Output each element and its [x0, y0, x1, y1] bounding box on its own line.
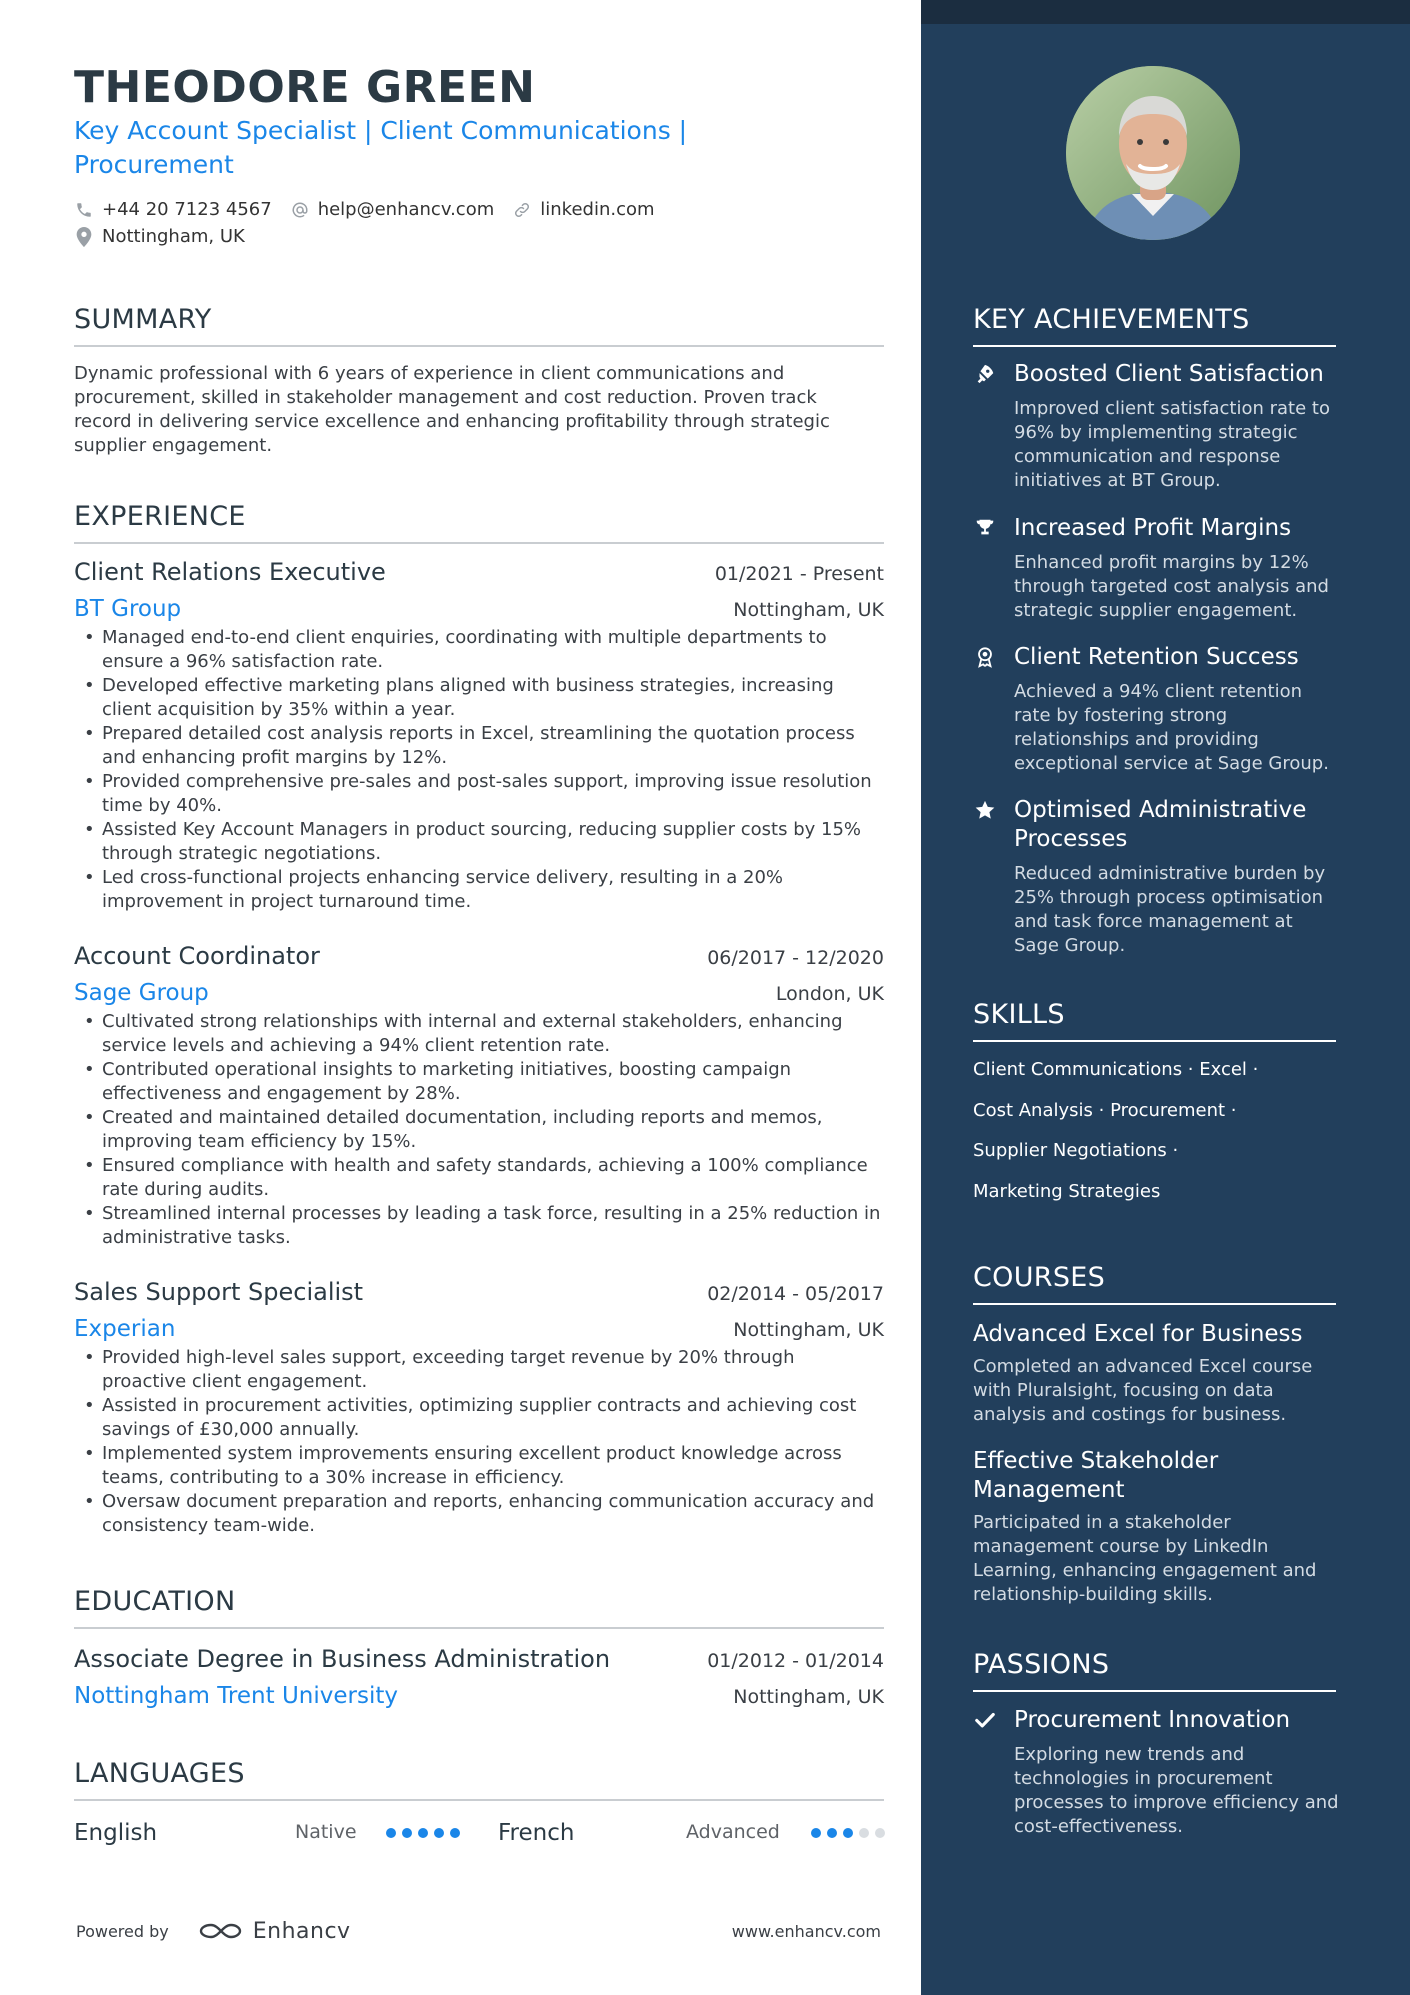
experience-item [74, 1278, 884, 1538]
headline [74, 114, 774, 182]
job-date: 02/2014 - 05/2017 [707, 1283, 884, 1305]
contact-location [74, 226, 245, 247]
achievement-title [1014, 796, 1343, 854]
achievement-desc: Improved client satisfaction rate to 96% by implementing strategic communication and response initiatives at BT Group. [1014, 398, 1330, 491]
language-item [498, 1816, 574, 1850]
bullet-item: • Streamlined internal processes by leading a task force, resulting in a 25% reduction in administrative tasks. [74, 1202, 884, 1250]
job-title: Sales Support Specialist [74, 1278, 364, 1306]
headline-line: Key Account Specialist | Client Communications | [74, 116, 688, 145]
email-text: help@enhancv.com [317, 199, 495, 220]
job-date: 06/2017 - 12/2020 [707, 947, 884, 969]
achievement-title: Boosted Client Satisfaction [1014, 361, 1324, 387]
location-pin-icon [74, 227, 94, 247]
rating-dot-filled [434, 1828, 444, 1838]
job-date: 01/2021 - Present [714, 563, 884, 585]
phone-icon [74, 200, 94, 220]
star-icon [973, 798, 997, 822]
bullet-item: • Implemented system improvements ensuring excellent product knowledge across teams, contributing to a 30% increase in efficiency. [74, 1442, 884, 1490]
at-icon [290, 200, 310, 220]
avatar [1066, 66, 1240, 240]
phone-text: +44 20 7123 4567 [102, 199, 272, 220]
skill-item: Client Communications · Excel · [973, 1059, 1259, 1080]
achievement-desc: Achieved a 94% client retention rate by fostering strong relationships and providing exceptional service at Sage Group. [1014, 681, 1329, 774]
rating-dot-filled [827, 1828, 837, 1838]
language-level: Native [295, 1821, 357, 1843]
course-desc: Participated in a stakeholder management course by LinkedIn Learning, enhancing engagement and relationship-building skills. [973, 1512, 1317, 1605]
job-title: Account Coordinator [74, 942, 320, 970]
link-icon [512, 200, 532, 220]
sidebar-top-band [921, 0, 1410, 24]
rating-dot-filled [418, 1828, 428, 1838]
achievement-title: Client Retention Success [1014, 644, 1299, 670]
enhancv-logo[interactable] [197, 1919, 351, 1944]
rating-dot-filled [450, 1828, 460, 1838]
degree-title: Associate Degree in Business Administration [74, 1645, 611, 1673]
bullet-item: • Provided high-level sales support, exceeding target revenue by 20% through proactive client engagement. [74, 1346, 884, 1394]
contact-info [74, 196, 874, 250]
job-location: London, UK [775, 983, 884, 1005]
achievement-item [973, 796, 1343, 958]
bullet-item: • Managed end-to-end client enquiries, coordinating with multiple departments to ensure a 96% satisfaction rate. [74, 626, 884, 674]
rating-dot-filled [386, 1828, 396, 1838]
company-name: Sage Group [74, 980, 209, 1006]
passion-title: Procurement Innovation [1014, 1707, 1291, 1733]
language-level: Advanced [686, 1821, 780, 1843]
experience-item [74, 558, 884, 914]
bullet-list [74, 1346, 884, 1538]
bullet-item: • Cultivated strong relationships with internal and external stakeholders, enhancing service levels and achieving a 94% client retention rate. [74, 1010, 884, 1058]
section-title-education: EDUCATION [74, 1586, 884, 1629]
bullet-item: • Prepared detailed cost analysis reports in Excel, streamlining the quotation process and enhancing profit margins by 12%. [74, 722, 884, 770]
headline-line: Procurement [74, 150, 234, 179]
course-title-line: Management [973, 1477, 1125, 1503]
education-location: Nottingham, UK [733, 1686, 884, 1708]
bullet-item: • Provided comprehensive pre-sales and post-sales support, improving issue resolution time by 40%. [74, 770, 884, 818]
course-item [973, 1447, 1343, 1607]
bullet-item: • Created and maintained detailed documentation, including reports and memos, improving team efficiency by 15%. [74, 1106, 884, 1154]
education-date: 01/2012 - 01/2014 [707, 1650, 884, 1672]
bullet-list [74, 1010, 884, 1250]
achievement-title: Increased Profit Margins [1014, 515, 1292, 541]
summary-text: Dynamic professional with 6 years of experience in client communications and procurement, skilled in stakeholder management and cost reduction. Proven track record in delivering service excellence and enhancing profitability through strategic supplier engagement. [74, 363, 830, 456]
trophy-icon [973, 516, 997, 540]
company-name: BT Group [74, 596, 182, 622]
language-rating [386, 1828, 466, 1838]
brand-name: Enhancv [252, 1918, 351, 1944]
passion-item [973, 1706, 1343, 1839]
check-icon [973, 1708, 997, 1732]
achievement-desc: Reduced administrative burden by 25% through process optimisation and task force management at Sage Group. [1014, 863, 1326, 956]
skill-item: Cost Analysis · Procurement · [973, 1100, 1237, 1121]
contact-linkedin[interactable] [512, 199, 654, 220]
rating-dot-filled [811, 1828, 821, 1838]
company-name: Experian [74, 1316, 176, 1342]
experience-item [74, 942, 884, 1250]
education-item [74, 1645, 884, 1709]
language-name: English [74, 1820, 158, 1846]
achievement-title-line: Processes [1014, 826, 1128, 852]
linkedin-text: linkedin.com [540, 199, 655, 220]
bullet-list [74, 626, 884, 914]
footer [76, 1916, 881, 1946]
infinity-logo-icon [197, 1919, 245, 1943]
section-title-summary: SUMMARY [74, 304, 884, 347]
contact-email[interactable] [290, 199, 495, 220]
section-title-languages: LANGUAGES [74, 1758, 884, 1801]
language-item [74, 1816, 157, 1850]
bullet-item: • Contributed operational insights to marketing initiatives, boosting campaign effectiveness and engagement by 28%. [74, 1058, 884, 1106]
passion-desc: Exploring new trends and technologies in procurement processes to improve efficiency and cost-effectiveness. [1014, 1744, 1339, 1837]
medal-icon [973, 645, 997, 669]
course-desc: Completed an advanced Excel course with Pluralsight, focusing on data analysis and costings for business. [973, 1356, 1313, 1425]
section-title-skills: SKILLS [973, 999, 1336, 1042]
course-item [973, 1320, 1343, 1427]
rating-dot-empty [875, 1828, 885, 1838]
school-name: Nottingham Trent University [74, 1683, 398, 1709]
rating-dot-filled [843, 1828, 853, 1838]
bullet-item: • Ensured compliance with health and safety standards, achieving a 100% compliance rate during audits. [74, 1154, 884, 1202]
website-link[interactable]: www.enhancv.com [731, 1921, 881, 1941]
language-name: French [498, 1820, 575, 1846]
course-title [973, 1447, 1343, 1505]
achievement-title-line: Optimised Administrative [1014, 797, 1307, 823]
language-rating [811, 1828, 891, 1838]
bullet-item: • Assisted in procurement activities, optimizing supplier contracts and achieving cost savings of £30,000 annually. [74, 1394, 884, 1442]
bullet-item: • Assisted Key Account Managers in product sourcing, reducing supplier costs by 15% through strategic negotiations. [74, 818, 884, 866]
rocket-icon [973, 362, 997, 386]
job-location: Nottingham, UK [733, 599, 884, 621]
rating-dot-filled [402, 1828, 412, 1838]
candidate-name: THEODORE GREEN [74, 62, 536, 113]
rating-dot-empty [859, 1828, 869, 1838]
bullet-item: • Led cross-functional projects enhancing service delivery, resulting in a 20% improvement in project turnaround time. [74, 866, 884, 914]
achievement-desc: Enhanced profit margins by 12% through targeted cost analysis and strategic supplier engagement. [1014, 552, 1329, 621]
bullet-item: • Oversaw document preparation and reports, enhancing communication accuracy and consistency team-wide. [74, 1490, 884, 1538]
skill-item: Supplier Negotiations · [973, 1140, 1179, 1161]
sidebar [921, 0, 1410, 1995]
section-title-courses: COURSES [973, 1262, 1336, 1305]
location-text: Nottingham, UK [102, 226, 245, 247]
job-title: Client Relations Executive [74, 558, 386, 586]
achievement-item [973, 360, 1343, 493]
skill-item: Marketing Strategies [973, 1181, 1161, 1202]
languages-list [74, 1816, 884, 1850]
course-title-line: Effective Stakeholder [973, 1448, 1219, 1474]
achievement-item [973, 514, 1343, 623]
course-title: Advanced Excel for Business [973, 1321, 1303, 1347]
powered-by-text: Powered by [76, 1921, 169, 1941]
section-title-experience: EXPERIENCE [74, 501, 884, 544]
section-title-achievements: KEY ACHIEVEMENTS [973, 304, 1336, 347]
job-location: Nottingham, UK [733, 1319, 884, 1341]
section-title-passions: PASSIONS [973, 1649, 1336, 1692]
achievement-item [973, 643, 1343, 776]
bullet-item: • Developed effective marketing plans aligned with business strategies, increasing client acquisition by 35% within a year. [74, 674, 884, 722]
contact-phone[interactable] [74, 199, 272, 220]
